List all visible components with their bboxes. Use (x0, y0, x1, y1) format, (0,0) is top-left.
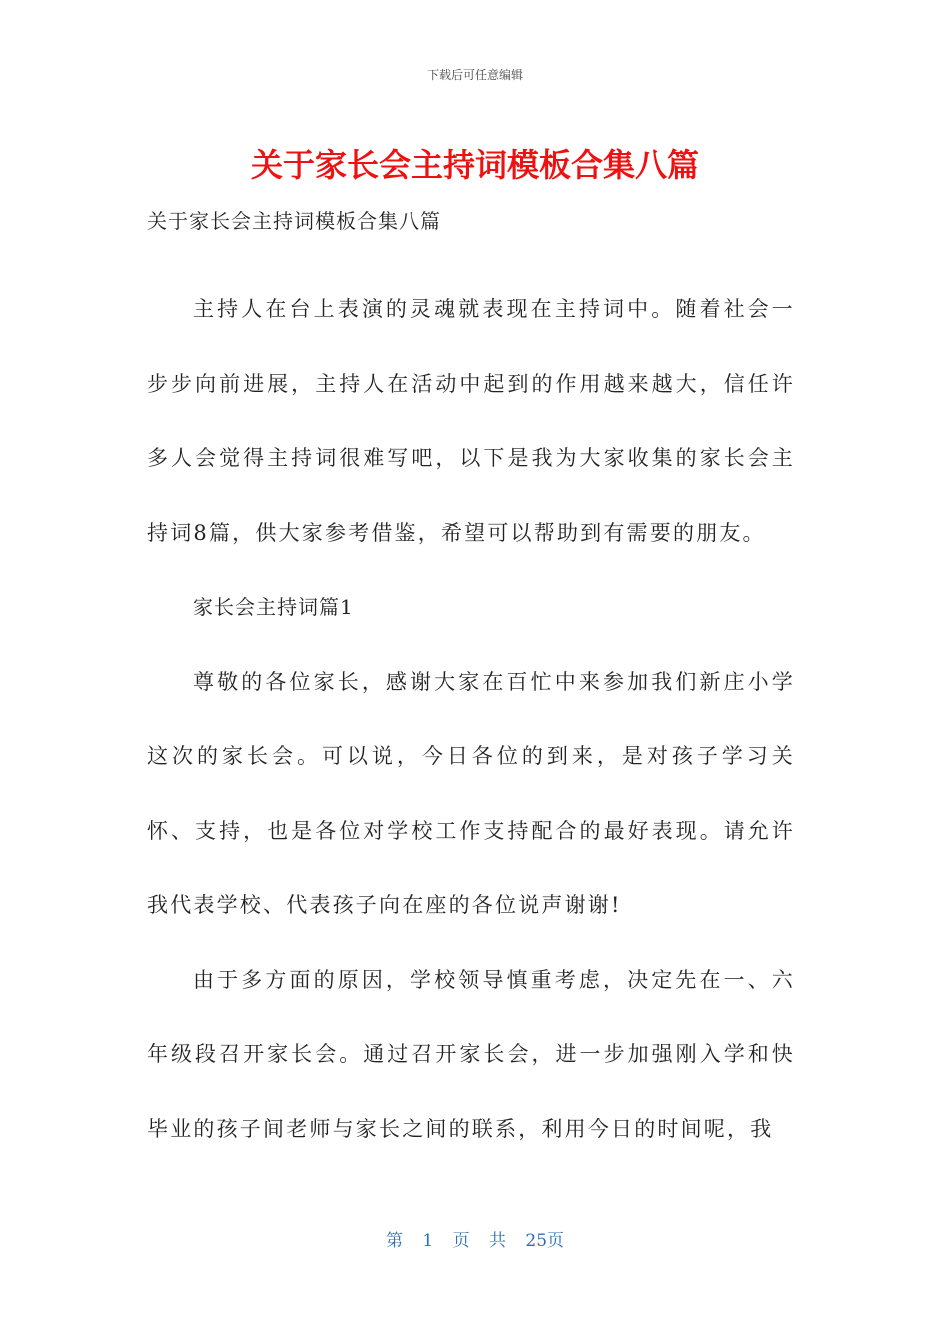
intro-paragraph: 主持人在台上表演的灵魂就表现在主持词中。随着社会一步步向前进展，主持人在活动中起到的作用越来越大，信任许多人会觉得主持词很难写吧，以下是我为大家收集的家长会主持词8篇，供大家参考借鉴，希望可以帮助到有需要的朋友。 (147, 297, 795, 545)
footer-current-page: 1 (422, 1231, 434, 1251)
body-paragraph: 尊敬的各位家长，感谢大家在百忙中来参加我们新庄小学这次的家长会。可以说，今日各位的到来，是对孩子学习关怀、支持，也是各位对学校工作支持配合的最好表现。请允许我代表学校、代表孩子向在座的各位说声谢谢! (147, 669, 795, 917)
document-title: 关于家长会主持词模板合集八篇 (250, 146, 699, 184)
footer-total-pages: 25页 (525, 1231, 565, 1251)
header-note: 下载后可任意编辑 (426, 68, 523, 82)
section-heading: 家长会主持词篇1 (193, 595, 354, 619)
footer-page-unit: 页 (452, 1231, 470, 1251)
footer-total-label: 共 (489, 1231, 506, 1251)
page-footer (0, 1226, 950, 1251)
footer-page-label: 第 (385, 1231, 403, 1251)
document-subtitle: 关于家长会主持词模板合集八篇 (147, 209, 441, 233)
document-body (147, 272, 795, 1166)
body-paragraph: 由于多方面的原因，学校领导慎重考虑，决定先在一、六年级段召开家长会。通过召开家长会，进一步加强刚入学和快毕业的孩子间老师与家长之间的联系，利用今日的时间呢，我 (147, 967, 795, 1141)
